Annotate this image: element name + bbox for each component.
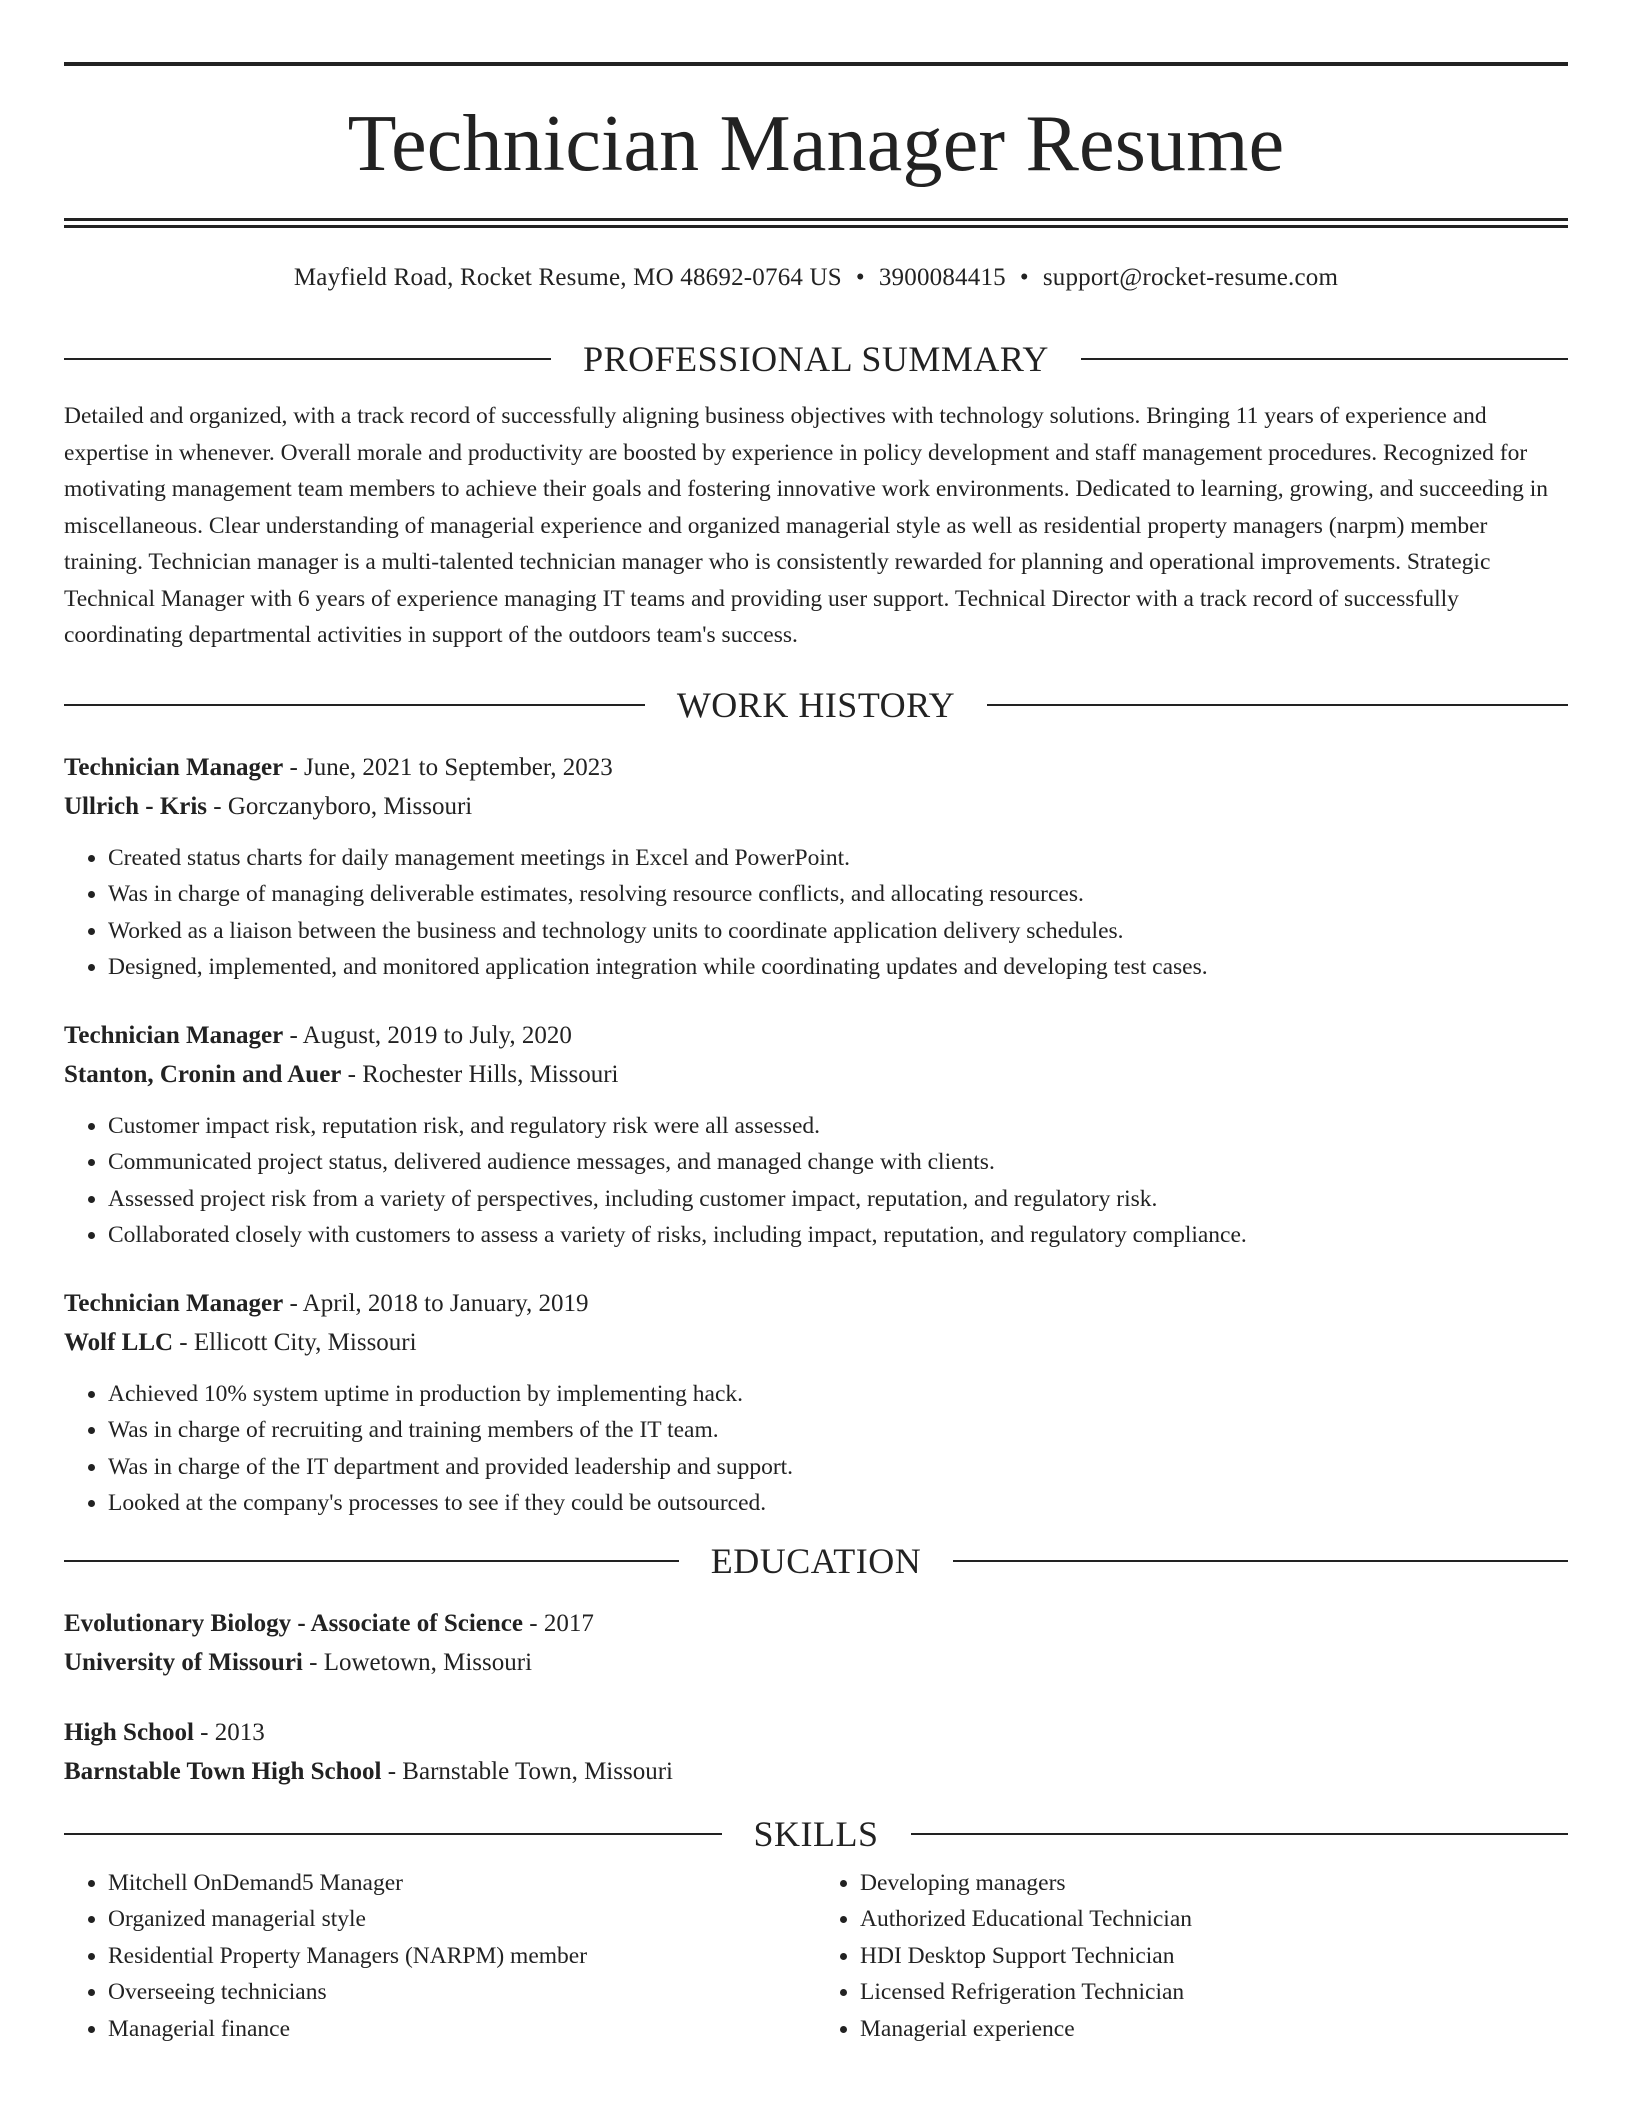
section-title: WORK HISTORY [676,684,956,725]
contact-phone: 3900084415 [878,264,1006,291]
job-title-line [64,748,1568,787]
job-location: - Gorczanyboro, Missouri [207,792,473,820]
education-entry [64,1713,1568,1791]
contact-address: Mayfield Road, Rocket Resume, MO 48692-0764 US [293,264,842,291]
education-year: - 2017 [523,1609,594,1637]
section-rule [64,1560,679,1562]
education-school-line [64,1752,1568,1791]
education-year: - 2013 [193,1718,265,1746]
job-title-line [64,1016,1568,1055]
job-company-line [64,1323,1568,1362]
section-rule [64,1833,722,1835]
education-entry [64,1604,1568,1682]
section-title: SKILLS [753,1813,879,1854]
list-item: • Designed, implemented, and monitored application integration while coordinating updates and developing test cases. [108,949,1568,986]
skills-list-left [64,1865,816,2048]
education-degree: High School [64,1718,194,1746]
section-header-education [64,1540,1568,1582]
job-dates: - August, 2019 to July, 2020 [283,1021,572,1049]
skills-list-right [816,1865,1568,2048]
education-school: University of Missouri [64,1648,303,1676]
contact-separator: • [1019,264,1029,291]
job-entry [64,1284,1568,1522]
job-bullets [64,1376,1568,1522]
list-item: • Residential Property Managers (NARPM) member [108,1938,816,1975]
list-item: • Overseeing technicians [108,1974,816,2011]
section-rule [953,1560,1568,1562]
contact-separator: • [855,264,865,291]
list-item: • Looked at the company's processes to see if they could be outsourced. [108,1485,1568,1522]
page-title: Technician Manager Resume [347,100,1285,188]
list-item: • Managerial finance [108,2011,816,2048]
list-item: • Communicated project status, delivered audience messages, and managed change with clients. [108,1144,1568,1181]
section-rule [911,1833,1569,1835]
job-company-line [64,1055,1568,1094]
education-degree-line [64,1604,1568,1643]
list-item: • Achieved 10% system uptime in production by implementing hack. [108,1376,1568,1413]
list-item: • Assessed project risk from a variety of perspectives, including customer impact, reputation, and regulatory risk. [108,1181,1568,1218]
section-rule [64,704,645,706]
summary-paragraph: Detailed and organized, with a track record of successfully aligning business objectives with technology solutions. Bringing 11 years of experience and expertise in whenever. Overall morale and productivity are boosted by experience in policy development and staff management procedures. Recognized for motivating management team members to achieve their goals and fostering innovative work environments. Dedicated to learning, growing, and succeeding in miscellaneous. Clear understanding of managerial experience and organized managerial style as well as residential property managers (narpm) member training. Technician manager is a multi-talented technician manager who is consistently rewarded for planning and operational improvements. Strategic Technical Manager with 6 years of experience managing IT teams and providing user support. Technical Director with a track record of successfully coordinating departmental activities in support of the outdoors team's success. [64,403,1548,648]
job-location: - Rochester Hills, Missouri [341,1060,619,1088]
list-item: • Mitchell OnDemand5 Manager [108,1865,816,1902]
job-bullets [64,840,1568,986]
job-company: Wolf LLC [64,1328,174,1356]
job-company-line [64,787,1568,826]
list-item: • Authorized Educational Technician [860,1901,1568,1938]
section-rule [64,358,551,360]
skills-columns [64,1865,1568,2048]
list-item: • Organized managerial style [108,1901,816,1938]
section-header-summary [64,338,1568,380]
section-header-skills [64,1813,1568,1855]
section-header-work [64,684,1568,726]
education-school-line [64,1643,1568,1682]
list-item: • Collaborated closely with customers to assess a variety of risks, including impact, reputation, and regulatory compliance. [108,1217,1568,1254]
job-location: - Ellicott City, Missouri [173,1328,417,1356]
job-company: Stanton, Cronin and Auer [64,1060,342,1088]
list-item: • Created status charts for daily management meetings in Excel and PowerPoint. [108,840,1568,877]
list-item: • Customer impact risk, reputation risk, and regulatory risk were all assessed. [108,1108,1568,1145]
list-item: • Managerial experience [860,2011,1568,2048]
education-degree: Evolutionary Biology - Associate of Science [64,1609,523,1637]
title-double-rule [64,218,1568,228]
job-entry [64,748,1568,986]
job-title-line [64,1284,1568,1323]
list-item: • Was in charge of recruiting and training members of the IT team. [108,1412,1568,1449]
top-rule [64,62,1568,66]
job-title: Technician Manager [64,1021,284,1049]
job-bullets [64,1108,1568,1254]
list-item: • Was in charge of managing deliverable estimates, resolving resource conflicts, and allocating resources. [108,876,1568,913]
list-item: • HDI Desktop Support Technician [860,1938,1568,1975]
section-title: EDUCATION [710,1540,922,1581]
list-item: • Worked as a liaison between the business and technology units to coordinate application delivery schedules. [108,913,1568,950]
education-degree-line [64,1713,1568,1752]
section-rule [987,704,1568,706]
education-location: - Lowetown, Missouri [302,1648,533,1676]
contact-line [64,264,1568,292]
list-item: • Was in charge of the IT department and provided leadership and support. [108,1449,1568,1486]
education-school: Barnstable Town High School [64,1757,382,1785]
job-dates: - June, 2021 to September, 2023 [283,753,613,781]
list-item: • Developing managers [860,1865,1568,1902]
job-title: Technician Manager [64,1289,284,1317]
section-title: PROFESSIONAL SUMMARY [583,339,1049,379]
job-dates: - April, 2018 to January, 2019 [283,1289,589,1317]
contact-email: support@rocket-resume.com [1042,264,1339,291]
education-location: - Barnstable Town, Missouri [381,1757,673,1785]
job-entry [64,1016,1568,1254]
job-title: Technician Manager [64,753,284,781]
job-company: Ullrich - Kris [64,792,208,820]
section-rule [1081,358,1568,360]
list-item: • Licensed Refrigeration Technician [860,1974,1568,2011]
